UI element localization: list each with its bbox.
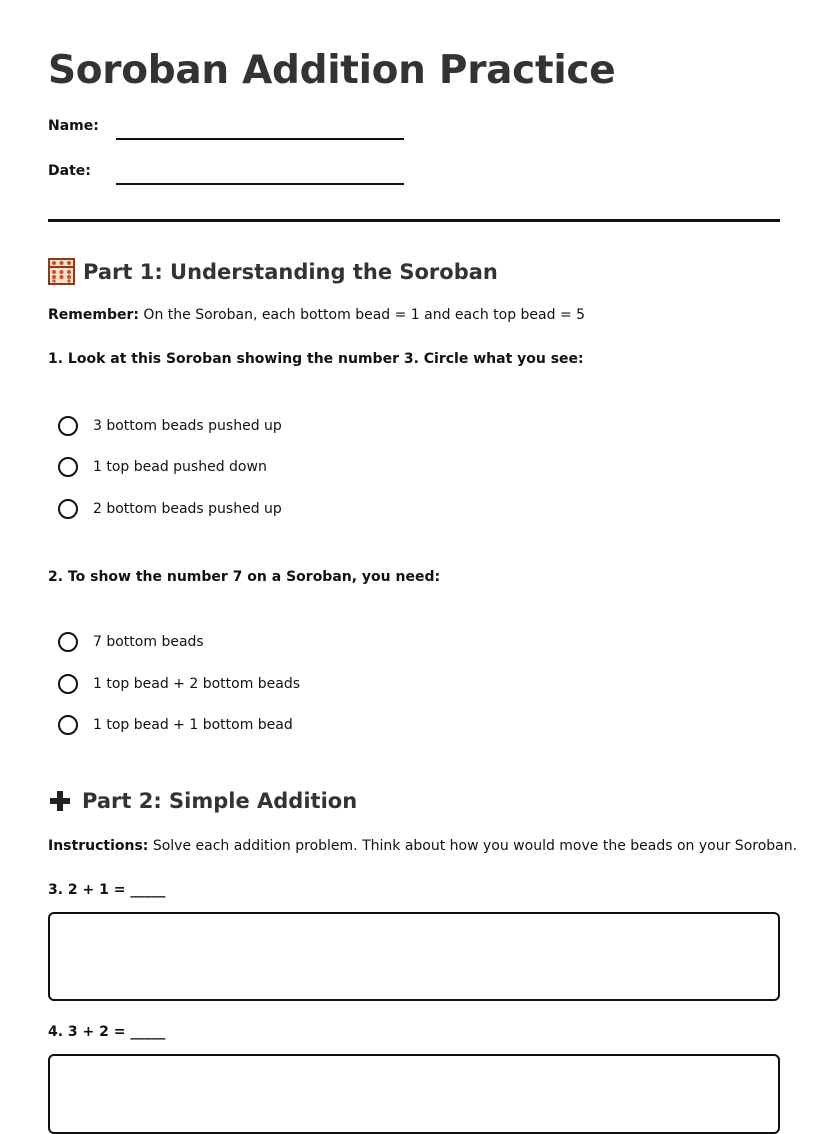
question-3: 3. 2 + 1 = _____	[48, 882, 166, 898]
name-field[interactable]	[116, 138, 404, 140]
instructions-text: Solve each addition problem. Think about how you would move the beads on your Soroban.	[148, 838, 798, 854]
page-title: Soroban Addition Practice	[48, 48, 616, 93]
q1-option-1[interactable]	[58, 416, 282, 436]
option-label: 3 bottom beads pushed up	[93, 418, 282, 434]
remember-text: On the Soroban, each bottom bead = 1 and each top bead = 5	[138, 307, 586, 323]
plus-icon	[48, 789, 72, 813]
instructions-note	[48, 838, 797, 854]
part2-heading	[48, 789, 357, 813]
question-1: 1. Look at this Soroban showing the number 3. Circle what you see:	[48, 351, 584, 367]
date-label: Date:	[48, 163, 91, 179]
option-label: 7 bottom beads	[93, 634, 204, 650]
part2-heading-text: Part 2: Simple Addition	[82, 789, 358, 813]
option-label: 1 top bead + 1 bottom bead	[93, 717, 293, 733]
option-label: 1 top bead pushed down	[93, 459, 267, 475]
option-label: 2 bottom beads pushed up	[93, 501, 282, 517]
question-4: 4. 3 + 2 = _____	[48, 1024, 166, 1040]
radio-circle[interactable]	[58, 416, 78, 436]
radio-circle[interactable]	[58, 499, 78, 519]
radio-circle[interactable]	[58, 674, 78, 694]
date-field[interactable]	[116, 183, 404, 185]
radio-circle[interactable]	[58, 632, 78, 652]
q2-option-3[interactable]	[58, 715, 293, 735]
part1-heading-text: Part 1: Understanding the Soroban	[83, 259, 498, 284]
q2-option-1[interactable]	[58, 632, 204, 652]
q1-option-3[interactable]	[58, 499, 282, 519]
part1-heading	[48, 258, 498, 285]
question-2: 2. To show the number 7 on a Soroban, you need:	[48, 569, 441, 585]
name-label: Name:	[48, 118, 99, 134]
radio-circle[interactable]	[58, 715, 78, 735]
instructions-label: Instructions:	[48, 838, 149, 854]
header-divider	[48, 219, 780, 222]
remember-label: Remember:	[48, 307, 139, 323]
option-label: 1 top bead + 2 bottom beads	[93, 676, 301, 692]
abacus-icon	[48, 258, 75, 285]
q2-option-2[interactable]	[58, 674, 300, 694]
answer-box-3[interactable]	[48, 912, 780, 1001]
radio-circle[interactable]	[58, 457, 78, 477]
q1-option-2[interactable]	[58, 457, 267, 477]
remember-note	[48, 307, 585, 323]
answer-box-4[interactable]	[48, 1054, 780, 1134]
